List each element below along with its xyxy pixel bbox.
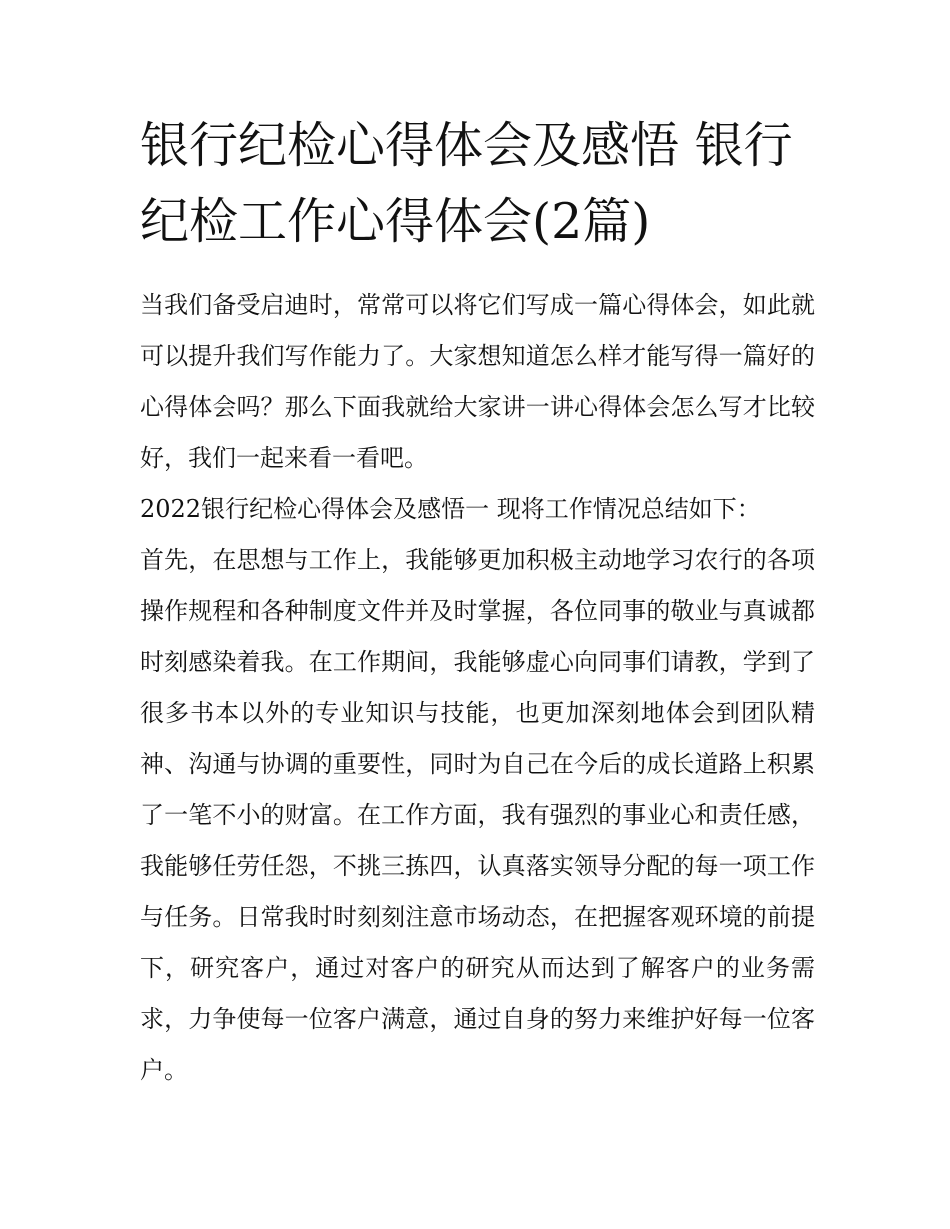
section-heading: 2022银行纪检心得体会及感悟一 现将工作情况总结如下： [140, 495, 761, 523]
section-body-paragraph: 首先，在思想与工作上，我能够更加积极主动地学习农行的各项操作规程和各种制度文件并及时掌握，各位同事的敬业与真诚都时刻感染着我。在工作期间，我能够虚心向同事们请教，学到了很多书本以外的专业知识与技能，也更加深刻地体会到团队精神、沟通与协调的重要性，同时为自己在今后的成长道路上积累了一笔不小的财富。在工作方面，我有强烈的事业心和责任感，我能够任劳任怨，不挑三拣四，认真落实领导分配的每一项工作与任务。日常我时时刻刻注意市场动态，在把握客观环境的前提下，研究客户，通过对客户的研究从而达到了解客户的业务需求，力争使每一位客户满意，通过自身的努力来维护好每一位客户。 [140, 546, 815, 1084]
document-title: 银行纪检心得体会及感悟 银行纪检工作心得体会(2篇) [140, 117, 793, 250]
document-content [140, 108, 815, 1096]
intro-paragraph: 当我们备受启迪时，常常可以将它们写成一篇心得体会，如此就可以提升我们写作能力了。大家想知道怎么样才能写得一篇好的心得体会吗？那么下面我就给大家讲一讲心得体会怎么写才比较好，我们一起来看一看吧。 [140, 291, 815, 472]
